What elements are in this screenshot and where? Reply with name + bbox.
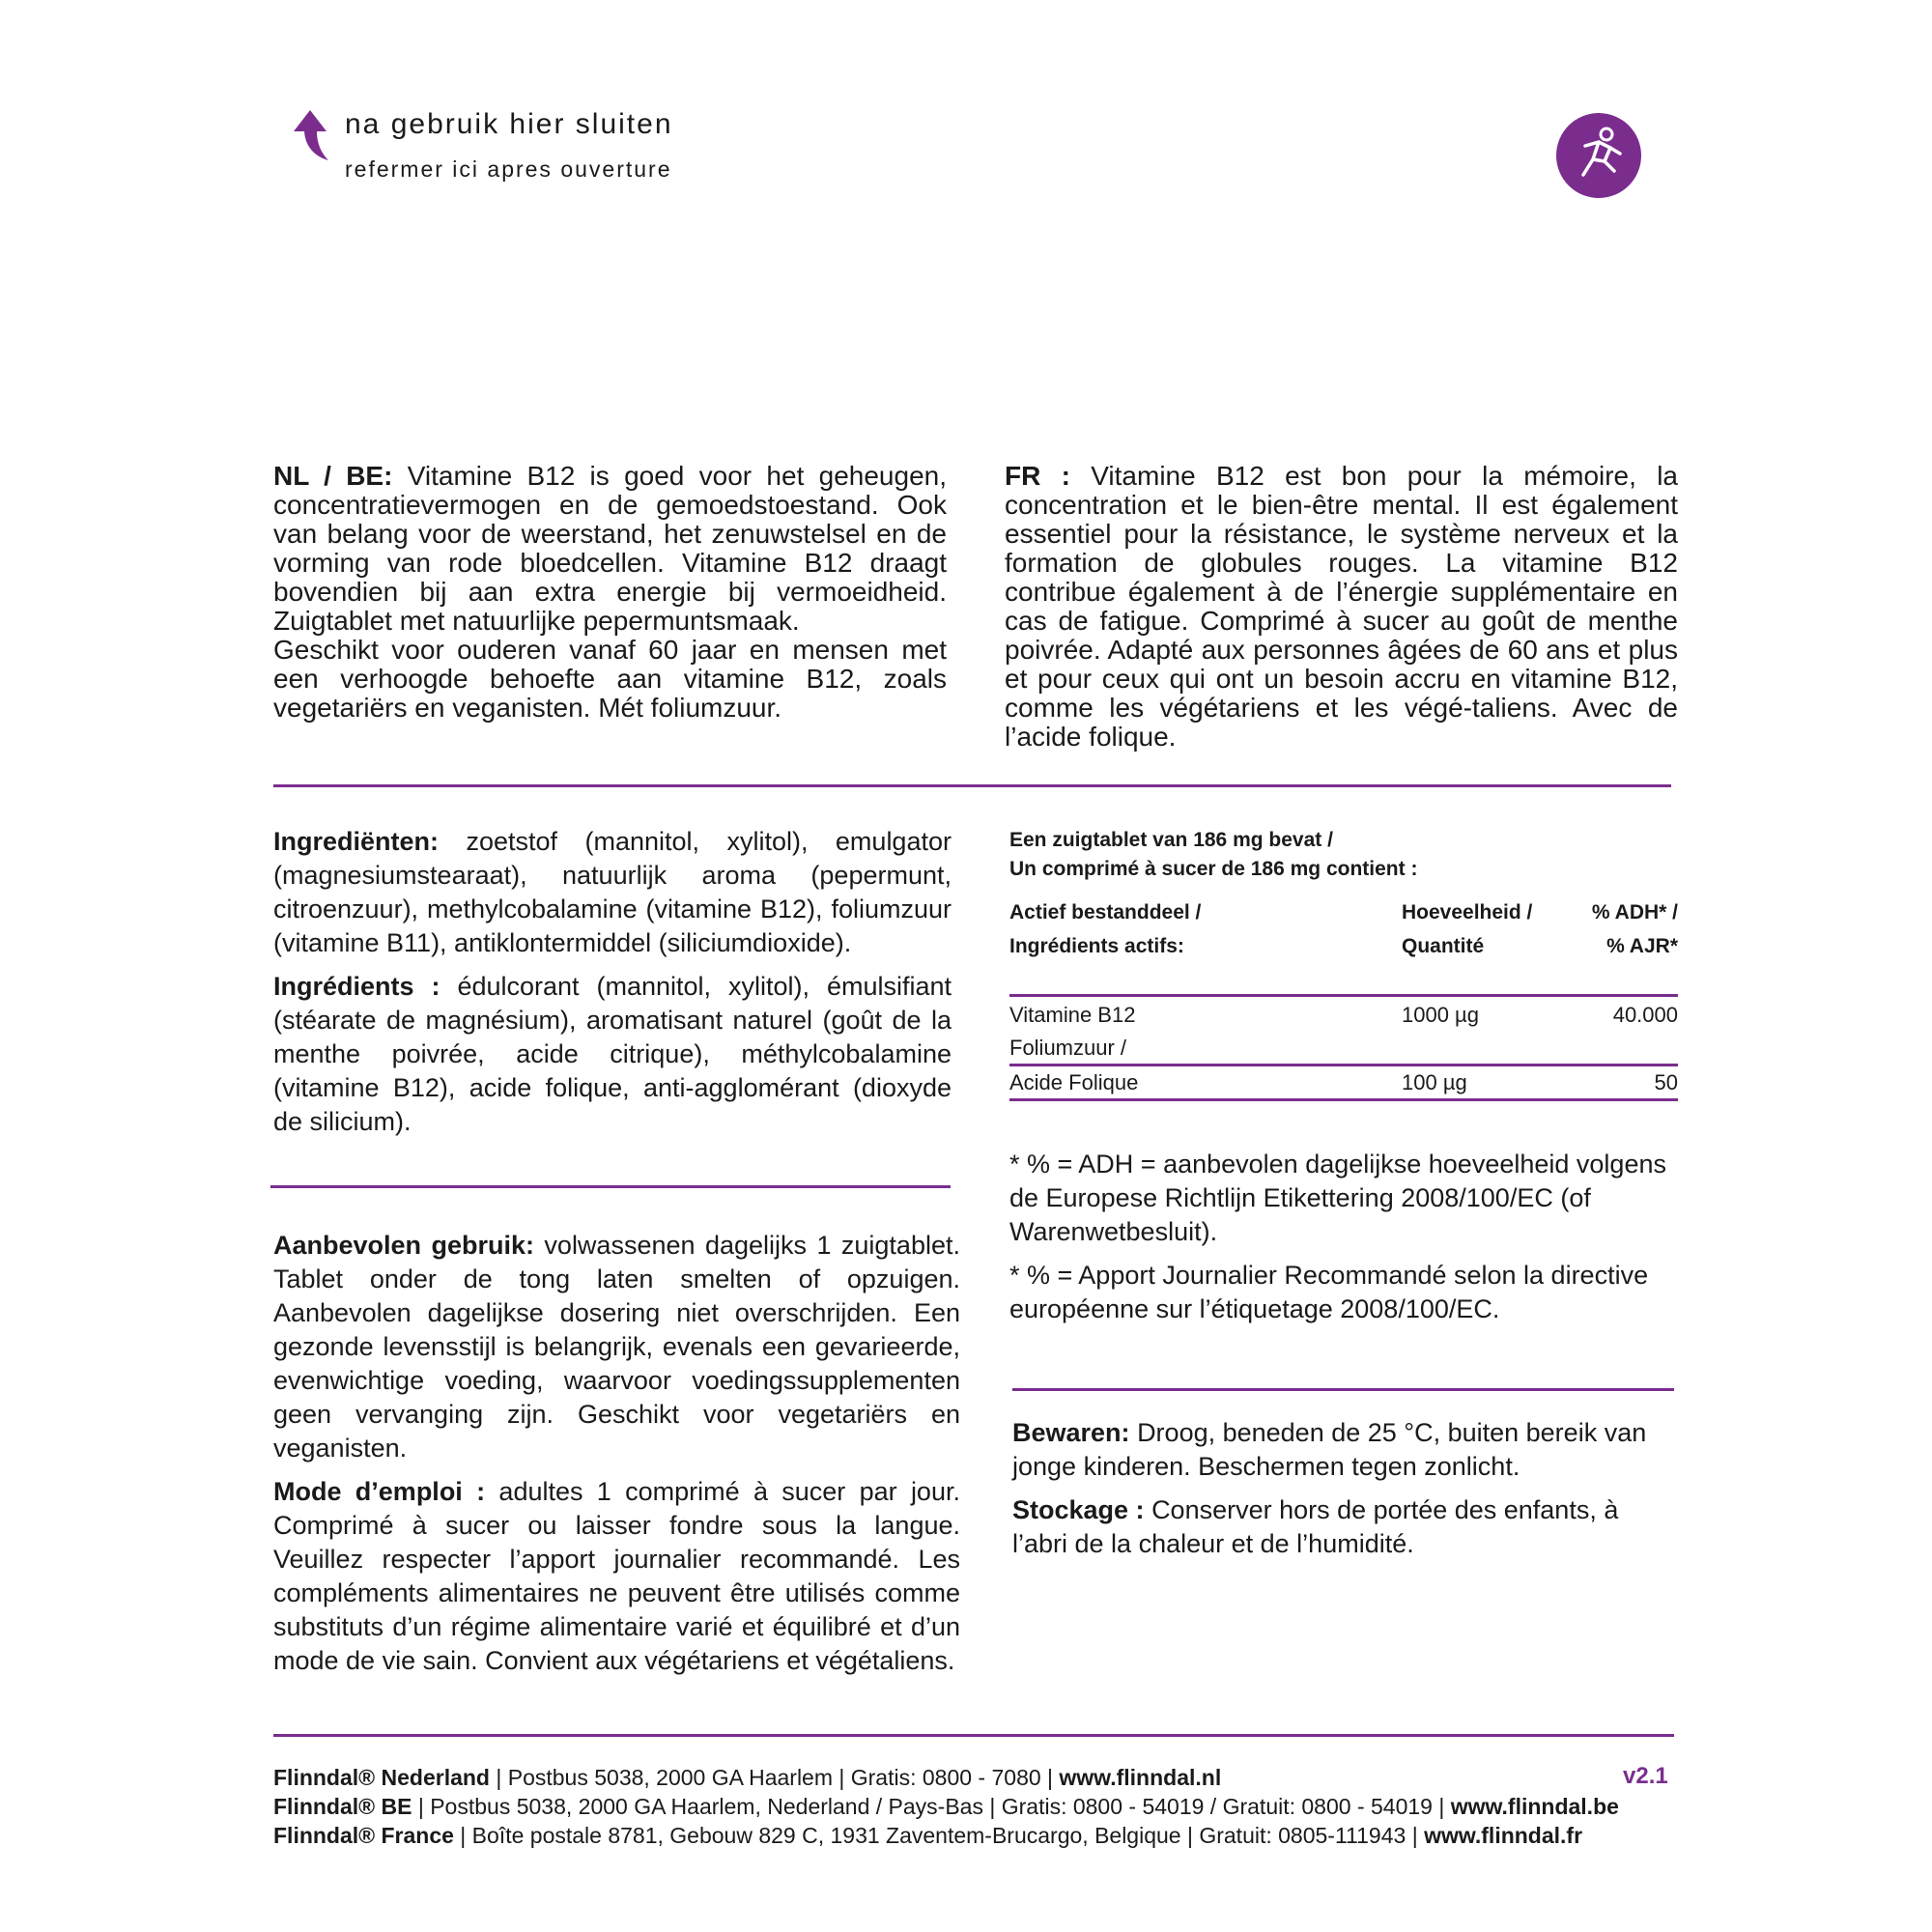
table-rule [1009,1098,1678,1101]
table-row [1009,1036,1678,1061]
ingredients-nl-label: Ingrediënten: [273,827,440,856]
storage-fr-label: Stockage : [1012,1495,1145,1524]
storage-nl-label: Bewaren: [1012,1418,1130,1447]
footer-text-be: | Postbus 5038, 2000 GA Haarlem, Nederland / Pays-Bas | Gratis: 0800 - 54019 / Gratuit: 0800 - 54019 | [412,1794,1451,1819]
table-rule [1009,1064,1678,1066]
footer-brand-fr: Flinndal® France [273,1823,454,1848]
usage [273,1229,960,1688]
footer-line-be [273,1792,1619,1821]
footnote-fr: * % = Apport Journalier Recommandé selon la directive européenne sur l’étiquetage 2008/100/EC. [1009,1261,1649,1323]
usage-nl-text: volwassenen dagelijks 1 zuigtablet. Tablet onder de tong laten smelten of opzuigen. Aanbevolen dagelijkse dosering niet overschrijden. Een gezonde levensstijl is belangrijk, evenals een gevarieerde, evenwichtige voeding, waarvoor voedingssupplementen geen vervanging zijn. Geschikt voor vegetariërs en veganisten. [273,1231,960,1463]
intro-fr-label: FR : [1005,461,1070,491]
table-header-col3 [1546,898,1678,961]
intro-nl-text: Vitamine B12 is goed voor het geheugen, concentratievermogen en de gemoedstoestand. Ook van belang voor de weerstand, het zenuwstelsel en de vorming van rode bloedcellen. Vitamine B12 draagt bovendien bij aan extra energie bij vermoeidheid. Zuigtablet met natuurlijke pepermuntsmaak. [273,461,947,636]
ingredients-nl-text: zoetstof (mannitol, xylitol), emulgator (magnesiumstearaat), natuurlijk aroma (pepermunt, citroenzuur), methylcobalamine (vitamine B12), foliumzuur (vitamine B11), antiklontermiddel (siliciumdioxide). [273,827,952,957]
table-header-col2 [1402,898,1532,961]
footnote-nl: * % = ADH = aanbevolen dagelijkse hoeveelheid volgens de Europese Richtlijn Etikettering 2008/100/EC (of Warenwetbesluit). [1009,1150,1666,1246]
footer-contacts [273,1763,1619,1850]
storage [1012,1416,1679,1571]
table-cell-pct: 50 [1654,1070,1678,1094]
footer-line-fr [273,1821,1619,1850]
storage-fr-text: Conserver hors de portée des enfants, à l’abri de la chaleur et de l’humidité. [1012,1495,1619,1558]
footer-link-nl[interactable]: www.flinndal.nl [1059,1765,1222,1790]
arrow-up-icon [290,108,330,162]
table-title [1009,826,1686,884]
table-header-col3-a: % ADH* / [1591,901,1678,923]
storage-nl-text: Droog, beneden de 25 °C, buiten bereik van jonge kinderen. Beschermen tegen zonlicht. [1012,1418,1647,1481]
close-instruction-nl: na gebruik hier sluiten [345,108,673,140]
ingredients-fr-label: Ingrédients : [273,972,440,1001]
table-header-col2-a: Hoeveelheid / [1402,901,1533,923]
usage-fr-text: adultes 1 comprimé à sucer par jour. Comprimé à sucer ou laisser fondre sous la langue. Veuillez respecter l’apport journalier recommandé. Les compléments alimentaires ne peuvent être utilisés comme substituts d’un régime alimentaire varié et équilibré et d’un mode de vie sain. Convient aux végétariens et végétaliens. [273,1477,960,1675]
ingredients-fr-text: édulcorant (mannitol, xylitol), émulsifiant (stéarate de magnésium), aromatisant naturel (goût de la menthe poivrée, acide citrique), méthylcobalamine (vitamine B12), acide folique, anti-agglomérant (dioxyde de silicium). [273,972,952,1136]
table-header-col2-b: Quantité [1402,935,1485,957]
table-title-nl: Een zuigtablet van 186 mg bevat / [1009,829,1333,851]
intro-nl [273,462,947,723]
table-header-col1-a: Actief bestanddeel / [1009,901,1202,923]
divider [273,1734,1674,1737]
intro-fr-text: Vitamine B12 est bon pour la mémoire, la concentration et le bien-être mental. Il est également essentiel pour la résistance, le système nerveux et la formation de globules rouges. La vitamine B12 contribue également à de l’énergie supplémentaire en cas de fatigue. Comprimé à sucer au goût de menthe poivrée. Adapté aux personnes âgées de 60 ans et plus et pour ceux qui ont un besoin accru en vitamine B12, comme les végétariens et les végé-taliens. Avec de l’acide folique. [1005,461,1679,752]
usage-nl-label: Aanbevolen gebruik: [273,1231,534,1260]
usage-fr-label: Mode d’emploi : [273,1477,486,1506]
running-person-icon [1556,113,1641,198]
footer-brand-be: Flinndal® BE [273,1794,412,1819]
table-cell-name: Foliumzuur / [1009,1036,1127,1060]
table-cell-amount: 100 µg [1402,1070,1467,1094]
divider [1012,1388,1674,1391]
table-header-col1 [1009,898,1201,961]
version-label: v2.1 [1623,1763,1668,1789]
table-cell-amount: 1000 µg [1402,1003,1479,1027]
footer-text-nl: | Postbus 5038, 2000 GA Haarlem | Gratis: 0800 - 7080 | [489,1765,1060,1790]
table-cell-pct: 40.000 [1612,1003,1678,1027]
table-cell-name: Acide Folique [1009,1070,1139,1094]
divider [270,1185,951,1188]
intro-fr [1005,462,1678,752]
close-instruction-fr: refermer ici apres ouverture [345,156,672,182]
footer-link-fr[interactable]: www.flinndal.fr [1424,1823,1583,1848]
table-title-fr: Un comprimé à sucer de 186 mg contient : [1009,858,1418,880]
table-rule [1009,994,1678,997]
intro-nl-text-2: Geschikt voor ouderen vanaf 60 jaar en mensen met een verhoogde behoefte aan vitamine B12, zoals vegetariërs en veganisten. Mét foliumzuur. [273,635,947,723]
intro-nl-label: NL / BE: [273,461,393,491]
table-cell-name: Vitamine B12 [1009,1003,1136,1027]
footer-line-nl [273,1763,1619,1792]
table-row [1009,1070,1678,1095]
footer-text-fr: | Boîte postale 8781, Gebouw 829 C, 1931 Zaventem-Brucargo, Belgique | Gratuit: 0805-111943 | [453,1823,1425,1848]
divider [273,784,1671,787]
footer-brand-nl: Flinndal® Nederland [273,1765,490,1790]
table-header-col3-b: % AJR* [1606,935,1678,957]
table-header-col1-b: Ingrédients actifs: [1009,935,1184,957]
table-row [1009,1003,1678,1028]
ingredients [273,825,952,1149]
footnotes [1009,1148,1686,1336]
footer-link-be[interactable]: www.flinndal.be [1450,1794,1619,1819]
